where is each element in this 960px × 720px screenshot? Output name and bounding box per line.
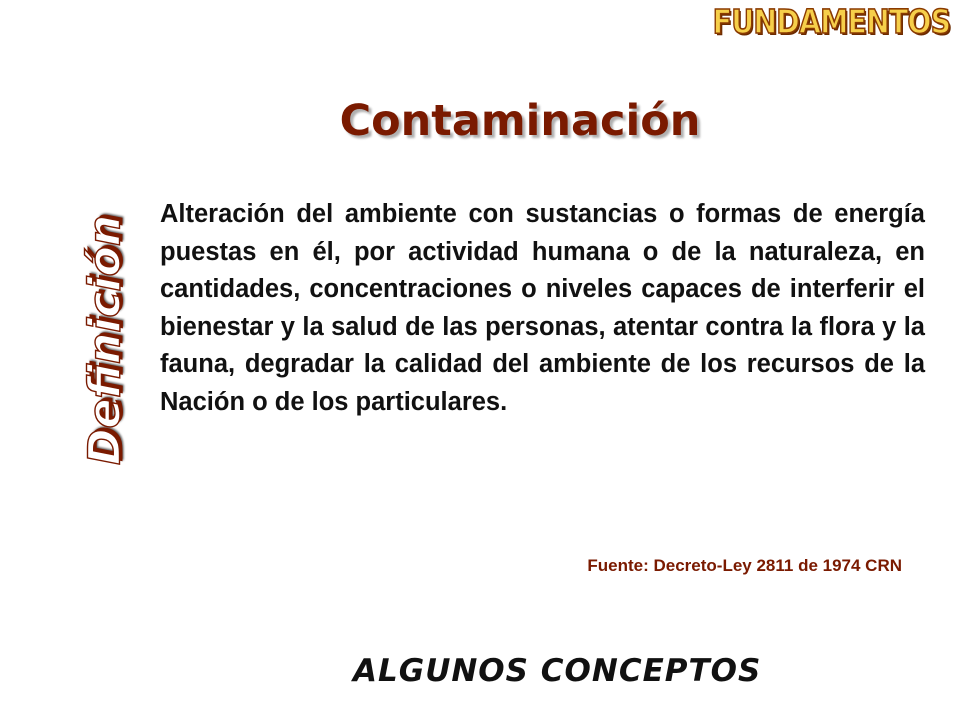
source-citation: Fuente: Decreto-Ley 2811 de 1974 CRN [587,556,902,575]
definition-text: Alteración del ambiente con sustancias o formas de energía puestas en él, por actividad humana o de la naturaleza, en cantidades, concentraciones o niveles capaces de interferir el bienestar y la salud de las personas, atentar contra la flora y la fauna, degradar la calidad del ambiente de los recursos de la Nación o de los particulares. [160,200,925,416]
section-tag: FUNDAMENTOS [712,2,950,41]
footer-caption: ALGUNOS CONCEPTOS [353,653,762,689]
slide-title: Contaminación [339,96,701,146]
side-label-definicion: Definición [79,214,131,466]
